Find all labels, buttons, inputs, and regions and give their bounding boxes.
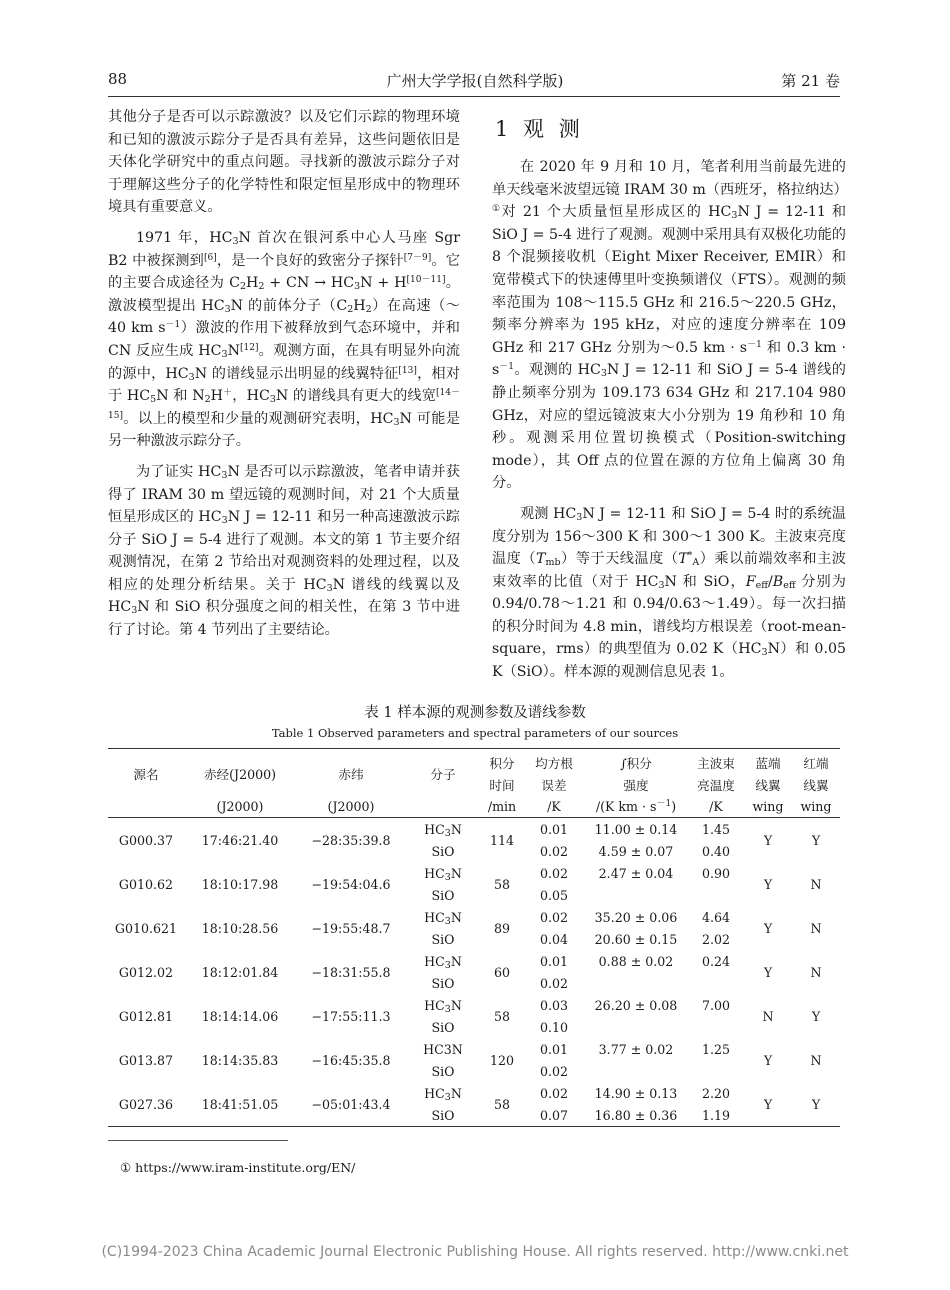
footnote-url: ① https://www.iram-institute.org/EN/ (120, 1160, 356, 1175)
blue-wing: Y (763, 1052, 773, 1068)
molecule: SiO (431, 1107, 455, 1123)
copyright-watermark: (C)1994-2023 China Academic Journal Electronic Publishing House. All rights reserved. http://www.cnki.net (101, 1244, 849, 1260)
table-caption-cn: 表 1 样本源的观测参数及谱线参数 (364, 705, 586, 721)
col-blue-wing: 蓝端 (755, 755, 781, 771)
blue-wing: Y (763, 1096, 773, 1112)
red-wing: Y (811, 1096, 821, 1112)
source-name: G012.02 (118, 964, 174, 980)
rms: 0.10 (539, 1019, 569, 1035)
tmb: 0.90 (701, 865, 731, 881)
intensity: 2.47 ± 0.04 (598, 865, 674, 881)
table-row (108, 994, 840, 1016)
rms: 0.01 (539, 953, 569, 969)
molecule: SiO (431, 931, 455, 947)
int-time: 114 (489, 832, 515, 848)
tmb (688, 884, 744, 906)
molecule: HC3N (423, 1041, 463, 1057)
source-name: G012.81 (118, 1008, 174, 1024)
left-paragraph-1: 其他分子是否可以示踪激波？以及它们示踪的物理环境和已知的激波示踪分子是否具有差异，这些问题依旧是天体化学研究中的重点问题。寻找新的激波示踪分子对于理解这些分子的化学特性和限定恒星形成中的物理环境具有重要意义。 (108, 109, 460, 216)
col-intensity: ∫积分 (620, 755, 652, 771)
table-row (108, 1038, 840, 1060)
molecule: $HC_3N$ (424, 865, 462, 883)
observation-table: 源名 赤经(J2000) 赤纬 分子 积分 均方根 ∫积分 主波束 蓝端 红端 时间 误差 强度 亮温度 线翼 线翼 (J2000) (J2000) /min /K /(K km · $s^{-1}$) /K wing wing G000.37 17:46:21.40 −28:35:39.8 $HC_3N$ 114 0.01 11.00 ± 0.14 1.45 Y Y SiO 0.02 4.59 ± 0.07 0.40 G010.62 18:10:17.98 −19:54:04.6 $HC_3N$ 58 0.02 2.47 ± 0.04 0.90 Y N SiO 0.05 G010.621 18:10:28.56 −19:55:48.7 $HC_3N$ 89 0.02 35.20 ± 0.06 4.64 Y N SiO 0.04 20.60 ± 0.15 2.02 G012.02 18:12:01.84 −18:31:55.8 $HC_3N$ 60 0.01 0.88 ± 0.02 0.24 Y N SiO 0.02 G012.81 18:14:14.06 −17:55:11.3 $HC_3N$ 58 0.03 26.20 ± 0.08 7.00 N Y SiO 0.10 G013.87 18:14:35.83 −16:45:35.8 HC3N 120 0.01 3.77 ± 0.02 1.25 Y N SiO 0.02 G027.36 18:41:51.05 −05:01:43.4 $HC_3N$ 58 0.02 14.90 ± 0.13 2.20 Y Y SiO 0.07 16.80 ± 0.36 1.19 (108, 748, 840, 1127)
col-source: 源名 (133, 766, 159, 782)
volume-label: 第 21 卷 (781, 72, 840, 90)
molecule: $HC_3N$ (424, 909, 462, 927)
rms: 0.02 (539, 909, 569, 925)
red-wing: Y (811, 832, 821, 848)
tmb (688, 1016, 744, 1038)
citation: [12] (239, 342, 259, 353)
red-wing: N (810, 920, 822, 936)
dec-value: −19:55:48.7 (311, 920, 391, 936)
tmb: 4.64 (701, 909, 731, 925)
page-number: 88 (108, 70, 128, 88)
col-tmb: 主波束 (697, 755, 735, 771)
right-paragraph-2: 观测 $HC_3N$ J = 12-11 和 SiO J = 5-4 时的系统温度分别为 156～300 K 和 300～1 300 K。主波束亮度温度$(T_{mb})$等于天线温度$(T^*_A)$乘以前端效率和主波束效率的比值（对于 $HC_3N$ 和 SiO，$F_{eff}/B_{eff}$ 分别为 0.94/0.78～1.21 和 0.94/0.63～1.49）。每一次扫描的积分时间为 4.8 min，谱线均方根误差（root-mean-square，rms）的典型值为 0.02 $K(HC_3N)$和 0.05 K（SiO）。样本源的观测信息见表 1。 (492, 505, 847, 681)
left-column (108, 106, 460, 642)
blue-wing: N (762, 1008, 774, 1024)
rms: 0.02 (539, 1063, 569, 1079)
ra-value: 17:46:21.40 (201, 832, 279, 848)
col-ra: 赤经(J2000) (203, 766, 277, 782)
tmb (688, 972, 744, 994)
citation: [14－15] (108, 388, 460, 421)
intensity: 26.20 ± 0.08 (594, 997, 678, 1013)
intensity: 11.00 ± 0.14 (594, 821, 678, 837)
col-molecule: 分子 (430, 766, 456, 782)
journal-title: 广州大学学报(自然科学版) (386, 72, 564, 90)
table-row (108, 862, 840, 884)
tmb: 1.19 (701, 1107, 731, 1123)
citation: [10－11] (406, 275, 446, 286)
source-name: G000.37 (118, 832, 174, 848)
right-paragraph-1: 在 2020 年 9 月和 10 月，笔者利用当前最先进的单天线毫米波望远镜 IRAM 30 m（西班牙，格拉纳达）①对 21 个大质量恒星形成区的 $HC_3N$ J = 12-11 和 SiO J = 5-4 进行了观测。观测中采用具有双极化功能的 8 个混频接收机（Eight Mixer Receiver, EMIR）和宽带模式下的快速傅里叶变换频谱仪（FTS）。观测的频率范围为 108～115.5 GHz 和 216.5～220.5 GHz，频率分辨率为 195 kHz，对应的速度分辨率在 109 GHz 和 217 GHz 分别为～0.5 km · $s^{-1}$ 和 0.3 km · $s^{-1}$。观测的 $HC_3N$ J = 12-11 和 SiO J = 5-4 谱线的静止频率分别为 109.173 634 GHz 和 217.104 980 GHz，对应的望远镜波束大小分别为 19 角秒和 10 角秒。观测采用位置切换模式（Position-switching mode），其 Off 点的位置在源的方位角上偏离 30 角分。 (492, 159, 848, 492)
col-dec: 赤纬 (338, 766, 364, 782)
molecule: SiO (431, 1019, 455, 1035)
rms: 0.02 (539, 865, 569, 881)
rms: 0.03 (539, 997, 569, 1013)
tmb: 2.02 (701, 931, 731, 947)
section-title: 1 观 测 (495, 117, 584, 141)
intensity: 20.60 ± 0.15 (594, 931, 678, 947)
rms: 0.04 (539, 931, 569, 947)
intensity (584, 884, 688, 906)
intensity (584, 1060, 688, 1082)
citation: [6] (204, 252, 217, 263)
int-time: 58 (493, 1008, 511, 1024)
molecule: SiO (431, 975, 455, 991)
source-name: G010.621 (114, 920, 178, 936)
red-wing: Y (811, 1008, 821, 1024)
int-time: 58 (493, 1096, 511, 1112)
dec-value: −17:55:11.3 (311, 1008, 391, 1024)
molecule: SiO (431, 887, 455, 903)
blue-wing: Y (763, 920, 773, 936)
ra-value: 18:41:51.05 (201, 1096, 279, 1112)
table-row (108, 906, 840, 928)
col-red-wing: 红端 (803, 755, 829, 771)
red-wing: N (810, 964, 822, 980)
dec-value: −18:31:55.8 (311, 964, 391, 980)
ra-value: 18:14:35.83 (201, 1052, 279, 1068)
rms: 0.02 (539, 1085, 569, 1101)
tmb: 1.25 (701, 1041, 731, 1057)
ra-value: 18:12:01.84 (201, 964, 279, 980)
red-wing: N (810, 876, 822, 892)
red-wing: N (810, 1052, 822, 1068)
ra-value: 18:10:17.98 (201, 876, 279, 892)
intensity: 14.90 ± 0.13 (594, 1085, 678, 1101)
int-time: 58 (493, 876, 511, 892)
citation: [13] (398, 365, 417, 376)
ra-value: 18:14:14.06 (201, 1008, 279, 1024)
blue-wing: Y (763, 832, 773, 848)
blue-wing: Y (763, 876, 773, 892)
table-row (108, 818, 840, 841)
intensity (584, 1016, 688, 1038)
ra-value: 18:10:28.56 (201, 920, 279, 936)
header-rule (108, 96, 840, 97)
rms: 0.01 (539, 1041, 569, 1057)
rms: 0.07 (539, 1107, 569, 1123)
citation: [7－9] (403, 252, 432, 263)
intensity: 0.88 ± 0.02 (598, 953, 674, 969)
col-rms: 均方根 (535, 755, 573, 771)
source-name: G010.62 (118, 876, 174, 892)
table-row (108, 1082, 840, 1104)
left-paragraph-3: 为了证实 $HC_3N$ 是否可以示踪激波，笔者申请并获得了 IRAM 30 m 望远镜的观测时间，对 21 个大质量恒星形成区的 $HC_3N$ J = 12-11 和另一种高速激波示踪分子 SiO J = 5-4 进行了观测。本文的第 1 节主要介绍观测情况，在第 2 节给出对观测资料的处理过程，以及相应的处理分析结果。关于 $HC_3N$ 谱线的线翼以及 $HC_3N$ 和 SiO 积分强度之间的相关性，在第 3 节中进行了讨论。第 4 节列出了主要结论。 (108, 463, 460, 639)
blue-wing: Y (763, 964, 773, 980)
intensity: 3.77 ± 0.02 (598, 1041, 674, 1057)
tmb: 0.24 (701, 953, 731, 969)
rms: 0.01 (539, 821, 569, 837)
molecule: $HC_3N$ (424, 1085, 462, 1103)
footnote-rule (108, 1140, 288, 1141)
right-column (492, 156, 846, 684)
intensity: 16.80 ± 0.36 (594, 1107, 678, 1123)
col-int-time: 积分 (489, 755, 515, 771)
tmb (688, 1060, 744, 1082)
tmb: 2.20 (701, 1085, 731, 1101)
intensity: 4.59 ± 0.07 (598, 843, 674, 859)
source-name: G027.36 (118, 1096, 174, 1112)
rms: 0.02 (539, 975, 569, 991)
dec-value: −16:45:35.8 (311, 1052, 391, 1068)
molecule: $HC_3N$ (424, 997, 462, 1015)
molecule: SiO (431, 843, 455, 859)
int-time: 60 (493, 964, 511, 980)
dec-value: −05:01:43.4 (311, 1096, 391, 1112)
table-caption-en: Table 1 Observed parameters and spectral parameters of our sources (271, 726, 679, 740)
dec-value: −19:54:04.6 (311, 876, 391, 892)
rms: 0.05 (539, 887, 569, 903)
tmb: 0.40 (701, 843, 731, 859)
intensity: 35.20 ± 0.06 (594, 909, 678, 925)
molecule: SiO (431, 1063, 455, 1079)
intensity (584, 972, 688, 994)
footnote-marker: ① (492, 204, 502, 215)
left-paragraph-2: 1971 年，$HC_3N$ 首次在银河系中心人马座 Sgr B2 中被探测到[6]，是一个良好的致密分子探针[7－9]。它的主要合成途径为 $C_2H_2$ + CN → $HC_3N + H[10-11]$。激波模型提出 $HC_3N$ 的前体分子$(C_2H_2)$在高速（～40 km $s^{-1}$）激波的作用下被释放到气态环境中，并和 CN 反应生成 $HC_3N[12]$。观测方面，在具有明显外向流的源中，$HC_3N$ 的谱线显示出明显的线翼特征[13]，相对于 $HC_5N$ 和 $N_2H^+$，$HC_3N$ 的谱线具有更大的线宽[14－15]。以上的模型和少量的观测研究表明，$HC_3N$ 可能是另一种激波示踪分子。 (108, 229, 460, 450)
rms: 0.02 (539, 843, 569, 859)
int-time: 89 (493, 920, 511, 936)
source-name: G013.87 (118, 1052, 174, 1068)
tmb: 1.45 (701, 821, 731, 837)
dec-value: −28:35:39.8 (311, 832, 391, 848)
int-time: 120 (489, 1052, 515, 1068)
tmb: 7.00 (701, 997, 731, 1013)
molecule: $HC_3N$ (424, 821, 462, 839)
molecule: $HC_3N$ (424, 953, 462, 971)
table-row (108, 950, 840, 972)
